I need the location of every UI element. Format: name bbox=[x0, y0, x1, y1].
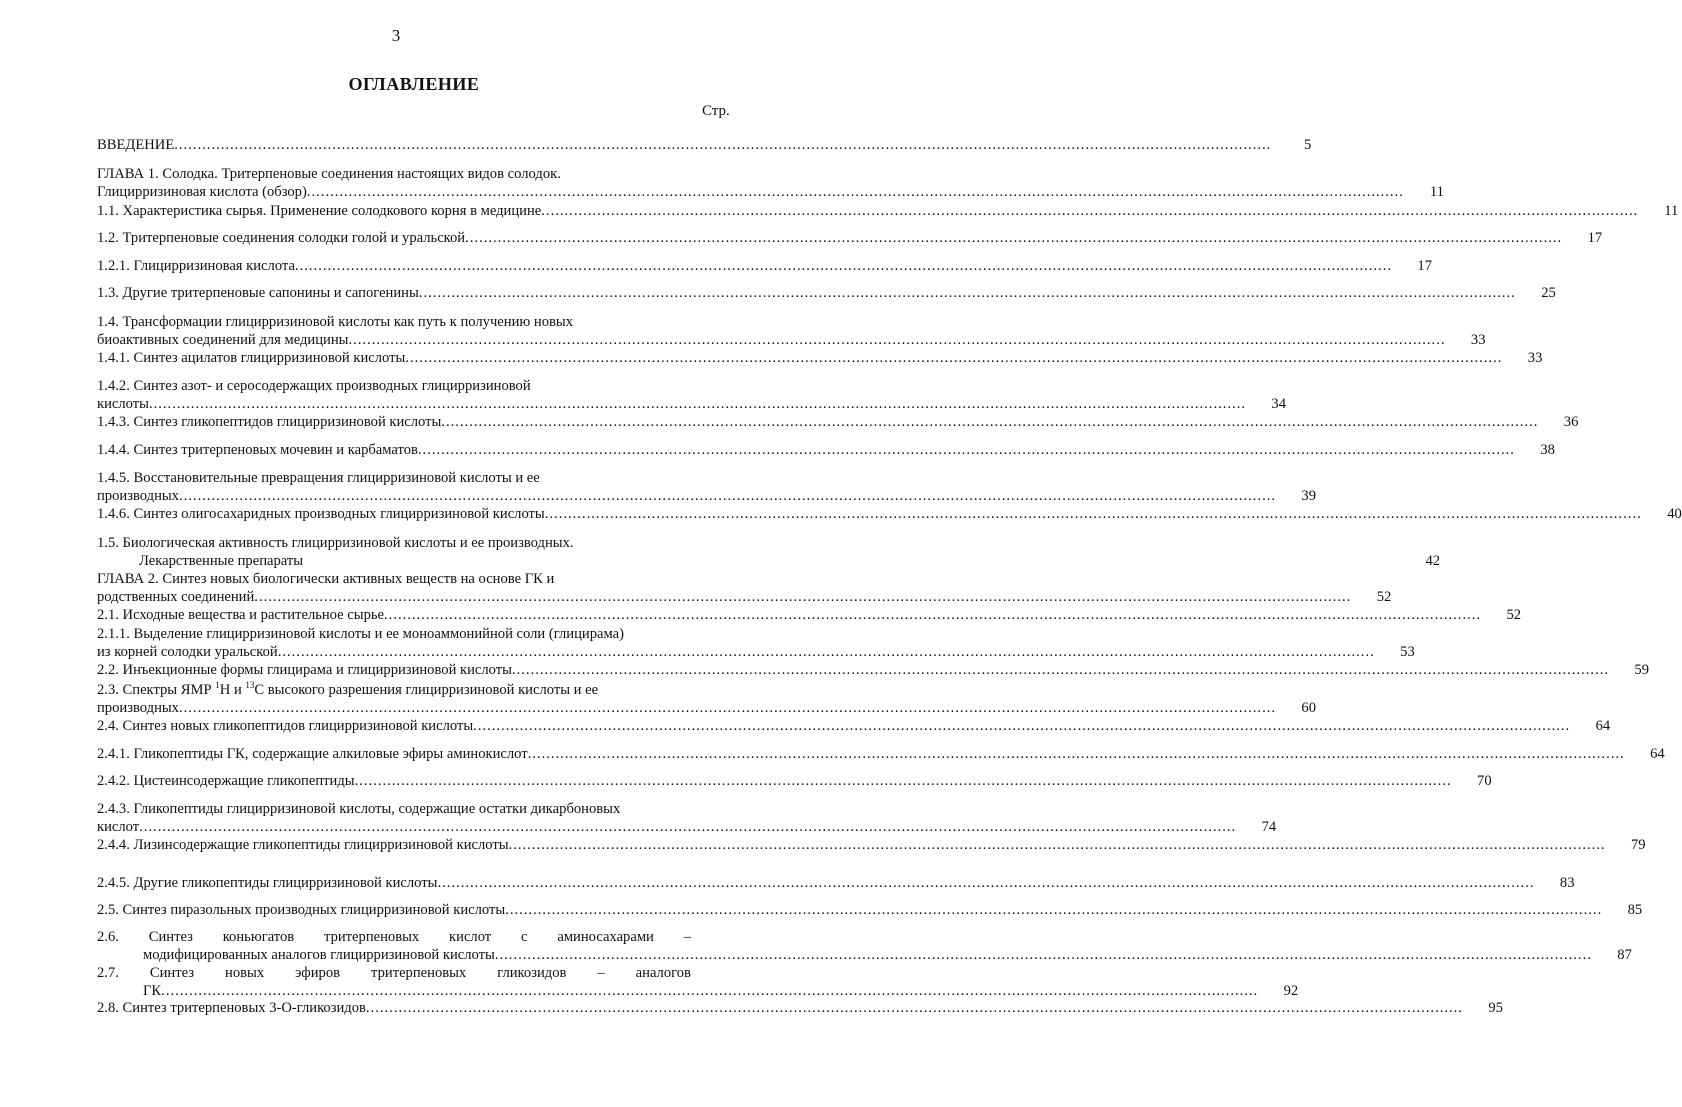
toc-entry[interactable] bbox=[97, 800, 1277, 836]
toc-entry-title: ГК bbox=[143, 983, 162, 999]
toc-entry-title: 2.4.4. Лизинсодержащие гликопептиды глицирризиновой кислоты bbox=[97, 837, 509, 853]
toc-page-number: 17 bbox=[1587, 230, 1603, 246]
toc-entry[interactable] bbox=[97, 284, 1556, 302]
toc-entry[interactable] bbox=[97, 136, 1312, 154]
toc-entry-title: кислот bbox=[97, 819, 140, 835]
toc-entry[interactable] bbox=[97, 257, 1432, 275]
toc-entry-title: 1.4.4. Синтез тритерпеновых мочевин и карбаматов bbox=[97, 442, 418, 458]
toc-page-number: 34 bbox=[1271, 396, 1286, 412]
toc-entry-title: 1.2. Тритерпеновые соединения солодки голой и уральской bbox=[97, 230, 466, 246]
toc-entry[interactable] bbox=[97, 413, 1579, 431]
toc-page-number: 42 bbox=[1425, 553, 1441, 569]
toc-entry-title: из корней солодки уральской bbox=[97, 644, 278, 660]
toc-entry-title: производных bbox=[97, 488, 179, 504]
toc-entry-title: 2.8. Синтез тритерпеновых 3-О-гликозидов bbox=[97, 1000, 366, 1016]
toc-page-number: 39 bbox=[1301, 488, 1317, 504]
toc-page-number: 36 bbox=[1563, 414, 1579, 430]
toc-entry[interactable] bbox=[97, 570, 1392, 606]
toc-entry-title: 1.1. Характеристика сырья. Применение солодкового корня в медицине bbox=[97, 203, 542, 219]
toc-page-number: 53 bbox=[1400, 644, 1415, 660]
toc-entry[interactable] bbox=[97, 901, 1643, 919]
page-title: ОГЛАВЛЕНИЕ bbox=[348, 74, 480, 94]
toc-entry[interactable] bbox=[97, 999, 1503, 1017]
toc-entry-title: 1.4.3. Синтез гликопептидов глицирризиновой кислоты bbox=[97, 414, 442, 430]
toc-entry-title: 2.1. Исходные вещества и растительное сырье bbox=[97, 607, 385, 623]
toc-entry-title: 1.4.1. Синтез ацилатов глицирризиновой кислоты bbox=[97, 350, 406, 366]
toc-entry[interactable] bbox=[97, 745, 1665, 763]
toc-entry-title: 1.3. Другие тритерпеновые сапонины и сапогенины bbox=[97, 285, 419, 301]
toc-entry[interactable] bbox=[97, 229, 1603, 247]
toc-entry-title: 2.4.5. Другие гликопептиды глицирризиновой кислоты bbox=[97, 875, 438, 891]
toc-entry[interactable] bbox=[97, 836, 1646, 854]
toc-entry[interactable] bbox=[97, 349, 1543, 367]
toc-entry[interactable] bbox=[97, 717, 1611, 735]
toc-entry-title: 1.4. Трансформации глицирризиновой кислоты как путь к получению новых bbox=[97, 314, 574, 330]
toc-entry-title: биоактивных соединений для медицины bbox=[97, 332, 349, 348]
toc-page-number: 38 bbox=[1540, 442, 1555, 458]
toc-entry[interactable] bbox=[97, 661, 1650, 679]
toc-page-number: 83 bbox=[1559, 875, 1575, 891]
toc-entry[interactable] bbox=[97, 625, 1415, 661]
toc-entry-title: 1.2.1. Глицирризиновая кислота bbox=[97, 258, 295, 274]
toc-entry-title: 2.3. Спектры ЯМР $^1$H и $^{13}$C высокого разрешения глицирризиновой кислоты и ее bbox=[97, 680, 599, 698]
toc-entry-title: ВВЕДЕНИЕ bbox=[97, 137, 175, 153]
toc-entry[interactable] bbox=[97, 441, 1555, 459]
toc-entry-title: 2.2. Инъекционные формы глицирама и глицирризиновой кислоты bbox=[97, 662, 512, 678]
toc-page-number: 85 bbox=[1627, 902, 1643, 918]
toc-page-number: 33 bbox=[1470, 332, 1486, 348]
toc-entry-title: 1.5. Биологическая активность глицирризиновой кислоты и ее производных. bbox=[97, 535, 574, 551]
toc-page-number: 52 bbox=[1376, 589, 1392, 605]
toc-entry[interactable] bbox=[97, 165, 1444, 201]
toc-page-number: 52 bbox=[1506, 607, 1522, 623]
toc-page-number: 40 bbox=[1667, 506, 1682, 522]
toc-page-number: 64 bbox=[1650, 746, 1665, 762]
toc-page-number: 59 bbox=[1634, 662, 1650, 678]
toc-page-number: 92 bbox=[1283, 983, 1299, 999]
toc-entry[interactable] bbox=[97, 964, 1299, 1000]
toc-entry[interactable] bbox=[97, 928, 1632, 964]
toc-entry[interactable] bbox=[97, 313, 1486, 349]
toc-entry-title: кислоты bbox=[97, 396, 149, 412]
toc-entry-title: 1.4.5. Восстановительные превращения глицирризиновой кислоты и ее bbox=[97, 470, 540, 486]
toc-page-number: 33 bbox=[1527, 350, 1543, 366]
toc-entry-title: 2.4.1. Гликопептиды ГК, содержащие алкиловые эфиры аминокислот bbox=[97, 746, 528, 762]
toc-page-number: 11 bbox=[1429, 184, 1444, 200]
toc-entry-title: ГЛАВА 2. Синтез новых биологически активных веществ на основе ГК и bbox=[97, 571, 555, 587]
toc-entry[interactable] bbox=[97, 680, 1317, 717]
toc-page-number: 11 bbox=[1664, 203, 1679, 219]
toc-entry-title: 2.4.2. Цистеинсодержащие гликопептиды bbox=[97, 773, 355, 789]
toc-page-number: 87 bbox=[1617, 947, 1632, 963]
toc-page-number: 95 bbox=[1488, 1000, 1503, 1016]
toc-page-number: 60 bbox=[1301, 700, 1317, 716]
toc-entry-title: 1.4.6. Синтез олигосахаридных производных глицирризиновой кислоты bbox=[97, 506, 545, 522]
toc-entry[interactable] bbox=[97, 534, 1441, 570]
toc-entry-title: модифицированных аналогов глицирризиновой кислоты bbox=[143, 947, 495, 963]
toc-page-number: 70 bbox=[1477, 773, 1492, 789]
toc-entry-title: 2.6. Синтез коньюгатов тритерпеновых кислот с аминосахарами – bbox=[97, 929, 691, 945]
toc-entry[interactable] bbox=[97, 377, 1286, 413]
toc-entry[interactable] bbox=[97, 874, 1575, 892]
toc-page-number: 74 bbox=[1261, 819, 1277, 835]
toc-entry-title: Глицирризиновая кислота (обзор) bbox=[97, 184, 307, 200]
page-column-label: Стр. bbox=[702, 103, 730, 119]
toc-entry-title: 2.4. Синтез новых гликопептидов глицирризиновой кислоты bbox=[97, 718, 474, 734]
toc-entry-title: Лекарственные препараты bbox=[139, 553, 304, 569]
toc-entry[interactable] bbox=[97, 469, 1317, 505]
toc-page-number: 25 bbox=[1541, 285, 1556, 301]
toc-page-number: 79 bbox=[1630, 837, 1646, 853]
toc-entry[interactable] bbox=[97, 202, 1679, 220]
toc-entry-title: 2.4.3. Гликопептиды глицирризиновой кислоты, содержащие остатки дикарбоновых bbox=[97, 801, 621, 817]
toc-entry-title: 2.5. Синтез пиразольных производных глицирризиновой кислоты bbox=[97, 902, 506, 918]
page-number: 3 bbox=[391, 26, 401, 45]
toc-page-number: 64 bbox=[1595, 718, 1611, 734]
toc-entry-title: родственных соединений bbox=[97, 589, 255, 605]
toc-entry-title: производных bbox=[97, 700, 179, 716]
toc-entry-title: 2.7. Синтез новых эфиров тритерпеновых гликозидов – аналогов bbox=[97, 965, 691, 981]
toc-page-number: 5 bbox=[1303, 137, 1312, 153]
toc-entry[interactable] bbox=[97, 606, 1522, 624]
toc-entry[interactable] bbox=[97, 772, 1492, 790]
toc-entry[interactable] bbox=[97, 505, 1682, 523]
toc-entry-title: 2.1.1. Выделение глицирризиновой кислоты и ее моноаммонийной соли (глицирама) bbox=[97, 626, 624, 642]
toc-page-number: 17 bbox=[1417, 258, 1432, 274]
toc-entry-title: 1.4.2. Синтез азот- и серосодержащих производных глицирризиновой bbox=[97, 378, 531, 394]
toc-entry-title: ГЛАВА 1. Солодка. Тритерпеновые соединения настоящих видов солодок. bbox=[97, 166, 561, 182]
